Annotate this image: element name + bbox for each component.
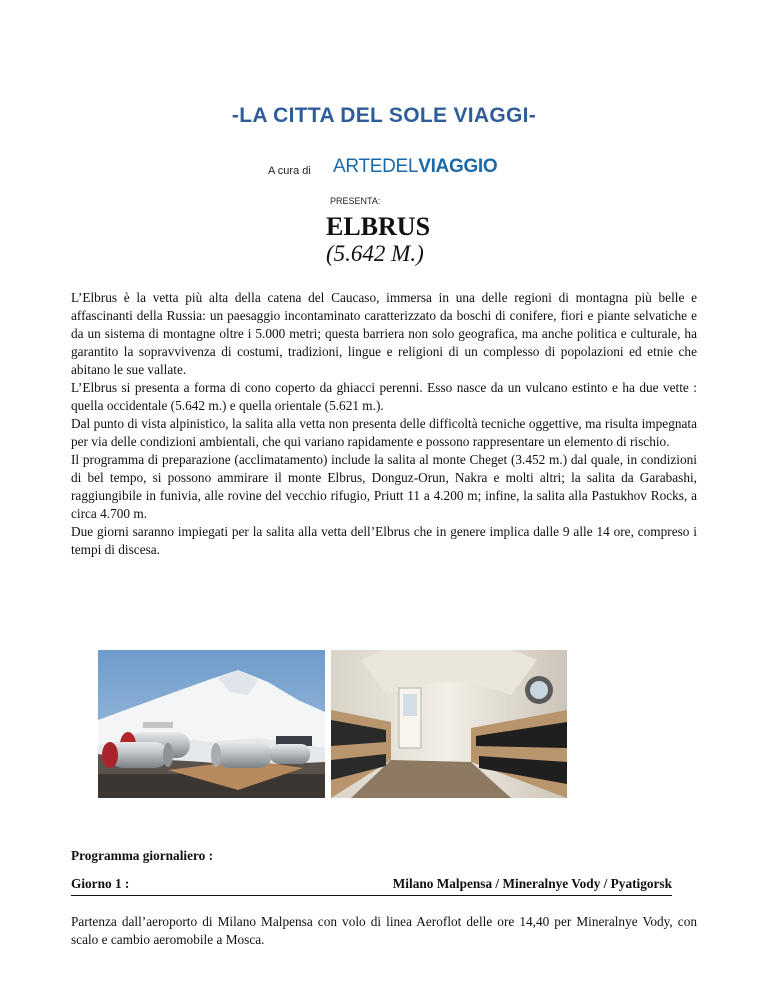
presents-label: PRESENTA:: [330, 196, 381, 206]
day-1-description: Partenza dall’aeroporto di Milano Malpensa con volo di linea Aeroflot delle ore 14,40 per Mineralnye Vody, con scalo e cambio aeromobile a Mosca.: [71, 914, 697, 947]
arte-del-viaggio-logo: [333, 156, 497, 178]
logo-text-part1: ARTEDEL: [333, 156, 419, 177]
document-title: -LA CITTA DEL SOLE VIAGGI-: [231, 104, 537, 127]
intro-paragraph-4: Il programma di preparazione (acclimatamento) include la salita al monte Cheget (3.452 m.) dal quale, in condizioni di bel tempo, si possono ammirare il monte Elbrus, Donguz-Orun, Nakra e molti altri; la salita da Garabashi, raggiungibile in funivia, alle rovine del vecchio rifugio, Priutt 11 a 4.200 m; infine, la salita alla Pastukhov Rocks, a circa 4.700 m.: [71, 452, 697, 521]
program-heading: Programma giornaliero :: [71, 848, 214, 863]
curated-by-label: A cura di: [268, 165, 311, 177]
intro-paragraph-3: Dal punto di vista alpinistico, la salita alla vetta non presenta delle difficoltà tecniche oggettive, ma risulta impegnata per via delle condizioni ambientali, che qui variano rapidamente e possono rappresentare un elemento di rischio.: [71, 416, 697, 449]
hut-interior-photo: [331, 650, 567, 798]
day-route: Milano Malpensa / Mineralnye Vody / Pyatigorsk: [392, 876, 672, 891]
peak-name: ELBRUS: [326, 212, 431, 241]
intro-paragraph-5: Due giorni saranno impiegati per la salita alla vetta dell’Elbrus che in genere implica dalle 9 alle 14 ore, compreso i tempi di discesa.: [71, 524, 697, 557]
logo-text-part2: VIAGGIO: [418, 156, 498, 177]
day-1-header: [71, 876, 672, 896]
intro-paragraph-2: L’Elbrus si presenta a forma di cono coperto da ghiacci perenni. Esso nasce da un vulcano estinto e ha due vette : quella occidentale (5.642 m.) e quella orientale (5.621 m.).: [71, 380, 697, 413]
day-label: Giorno 1 :: [71, 876, 130, 891]
intro-text: [71, 289, 697, 559]
mountain-huts-photo: [98, 650, 325, 798]
intro-paragraph-1: L’Elbrus è la vetta più alta della catena del Caucaso, immersa in una delle regioni di montagna più belle e affascinanti della Russia: un paesaggio incontaminato caratterizzato da boschi di conifere, fiori e piante selvatiche e da un sistema di montagne oltre i 5.000 metri; questa barriera non solo geografica, ma anche politica e culturale, ha garantito la sopravvivenza di costumi, tradizioni, lingue e religioni di un complesso di popolazioni ed etnie che abitano le sue vallate.: [71, 290, 697, 377]
peak-altitude: (5.642 M.): [326, 241, 424, 266]
